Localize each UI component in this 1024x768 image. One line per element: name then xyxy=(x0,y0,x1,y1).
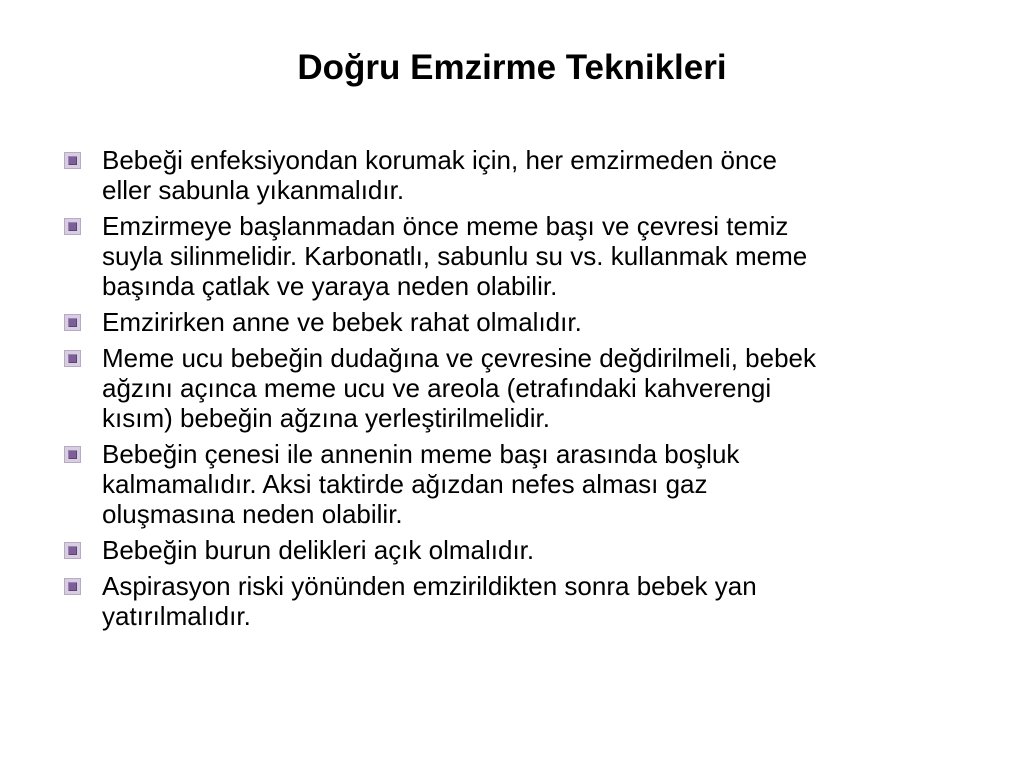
bullet-text-line: Bebeği enfeksiyondan korumak için, her emzirmeden önce xyxy=(102,145,777,175)
bullet-text-line: suyla silinmelidir. Karbonatlı, sabunlu su vs. kullanmak meme xyxy=(102,241,808,271)
bullet-text-line: ağzını açınca meme ucu ve areola (etrafındaki kahverengi xyxy=(102,373,772,403)
bullet-item xyxy=(62,439,982,529)
bullet-item xyxy=(62,535,982,565)
bullet-list xyxy=(62,145,982,637)
bullet-item xyxy=(62,571,982,631)
bullet-text-line: Aspirasyon riski yönünden emzirildikten sonra bebek yan xyxy=(102,571,757,601)
bullet-text-line: Meme ucu bebeğin dudağına ve çevresine değdirilmeli, bebek xyxy=(102,343,816,373)
bullet-item xyxy=(62,211,982,301)
slide-title: Doğru Emzirme Teknikleri xyxy=(297,48,727,87)
bullet-text-line: Emzirmeye başlanmadan önce meme başı ve çevresi temiz xyxy=(102,211,789,241)
square-bullet-icon xyxy=(64,152,81,169)
bullet-text-line: kalmamalıdır. Aksi taktirde ağızdan nefes alması gaz xyxy=(102,469,708,499)
bullet-text-line: Emzirirken anne ve bebek rahat olmalıdır. xyxy=(102,307,582,337)
bullet-text-line: başında çatlak ve yaraya neden olabilir. xyxy=(102,271,558,301)
bullet-text-line: Bebeğin çenesi ile annenin meme başı arasında boşluk xyxy=(102,439,740,469)
bullet-text-line: kısım) bebeğin ağzına yerleştirilmelidir. xyxy=(102,403,550,433)
bullet-item xyxy=(62,307,982,337)
square-bullet-icon xyxy=(64,542,81,559)
square-bullet-icon xyxy=(64,314,81,331)
square-bullet-icon xyxy=(64,218,81,235)
square-bullet-icon xyxy=(64,446,81,463)
bullet-text-line: Bebeğin burun delikleri açık olmalıdır. xyxy=(102,535,535,565)
bullet-item xyxy=(62,145,982,205)
bullet-item xyxy=(62,343,982,433)
square-bullet-icon xyxy=(64,578,81,595)
bullet-text-line: oluşmasına neden olabilir. xyxy=(102,499,403,529)
square-bullet-icon xyxy=(64,350,81,367)
bullet-text-line: yatırılmalıdır. xyxy=(102,601,251,631)
bullet-text-line: eller sabunla yıkanmalıdır. xyxy=(102,175,405,205)
